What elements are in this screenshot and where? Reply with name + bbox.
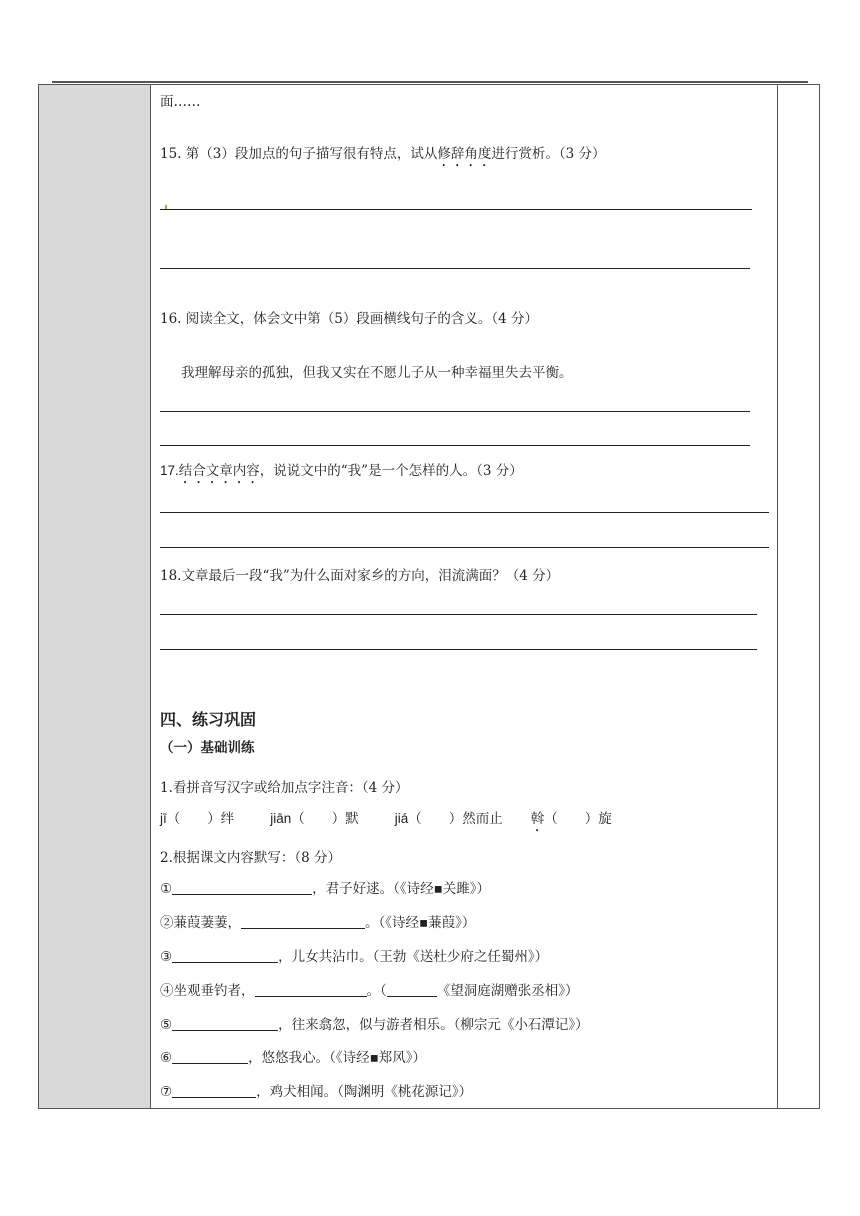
pinyin-item: jī [160, 811, 167, 826]
answer-line[interactable] [160, 547, 769, 548]
answer-line[interactable] [160, 649, 757, 650]
line-suffix: 。（《诗经▪蒹葭》） [365, 915, 476, 931]
line-prefix: ⑦ [160, 1084, 173, 1100]
line-suffix: 《望洞庭湖赠张丞相》） [436, 983, 579, 999]
answer-line[interactable] [160, 268, 750, 269]
q17-number: 17. [160, 463, 179, 478]
line-suffix: ，悠悠我心。（《诗经▪郑风》） [248, 1050, 427, 1066]
answer-line[interactable] [160, 614, 757, 615]
continuation-text: 面…… [160, 94, 201, 110]
line-prefix: ① [160, 881, 173, 897]
answer-line[interactable] [160, 445, 750, 446]
recite-line [160, 1016, 589, 1034]
line-suffix: ，往来翕忽，似与游者相乐。（柳宗元《小石潭记》） [278, 1017, 589, 1033]
pinyin-tail: 旋 [598, 811, 612, 827]
line-suffix: ，鸡犬相闻。（陶渊明《桃花源记》） [256, 1084, 473, 1100]
fill-blank[interactable] [172, 1049, 248, 1064]
recite-line [160, 880, 490, 898]
right-column-divider [777, 85, 778, 1108]
recite-line [160, 982, 579, 1000]
pinyin-item: jiān [270, 811, 292, 826]
fill-blank[interactable] [387, 982, 437, 997]
answer-line[interactable] [160, 209, 752, 210]
line-suffix: 。（ [366, 983, 387, 999]
answer-line[interactable] [160, 411, 750, 412]
recite-line [160, 914, 475, 932]
line-prefix: ③ [160, 949, 173, 965]
fill-blank[interactable] [241, 914, 365, 929]
section-title: 四、练习巩固 [160, 710, 257, 729]
paren-blank[interactable]: （ ） [544, 811, 599, 827]
question-15 [160, 145, 606, 170]
pinyin-item: jiá [394, 811, 409, 826]
fill-blank[interactable] [172, 880, 312, 895]
answer-line[interactable] [160, 512, 769, 513]
q17-dotted-text: 结合文章内容 [178, 463, 260, 479]
q16-quote: 我理解母亲的孤独，但我又实在不愿儿子从一种幸福里失去平衡。 [181, 365, 573, 381]
fill-blank[interactable] [172, 1016, 278, 1031]
line-prefix: ②蒹葭萋萋， [160, 915, 241, 931]
recite-line [160, 1083, 472, 1101]
question-18: 18.文章最后一段“我”为什么面对家乡的方向，泪流满面？（4 分） [160, 568, 560, 584]
paren-blank[interactable]: （ ） [408, 811, 463, 827]
recite-line [160, 948, 548, 966]
pinyin-tail: 默 [345, 811, 359, 827]
q15-dotted-text: 修辞角度 [437, 146, 492, 162]
paren-blank[interactable]: （ ） [166, 811, 221, 827]
page-header-rule [52, 81, 808, 83]
dotted-char: 斡 [530, 811, 545, 827]
fill-blank[interactable] [255, 982, 367, 997]
section-subtitle: （一）基础训练 [160, 740, 255, 756]
fill-blank[interactable] [172, 948, 278, 963]
pinyin-tail: 绊 [220, 811, 235, 827]
exercise-1-prompt: 1.看拼音写汉字或给加点字注音：（4 分） [160, 780, 409, 796]
q15-prefix: 15. 第（3）段加点的句子描写很有特点，试从 [160, 146, 438, 162]
fill-blank[interactable] [172, 1083, 256, 1098]
line-prefix: ④坐观垂钓者， [160, 983, 255, 999]
question-16: 16. 阅读全文，体会文中第（5）段画横线句子的含义。（4 分） [160, 311, 538, 327]
exercise-2-prompt: 2.根据课文内容默写：（8 分） [160, 850, 342, 866]
line-prefix: ⑤ [160, 1017, 173, 1033]
question-17 [160, 462, 523, 487]
line-suffix: ，儿女共沾巾。（王勃《送杜少府之任蜀州》） [278, 949, 549, 965]
line-suffix: ，君子好逑。（《诗经▪关雎》） [312, 881, 491, 897]
line-prefix: ⑥ [160, 1050, 173, 1066]
left-gray-column [39, 85, 151, 1108]
q17-suffix: ，说说文中的“我”是一个怎样的人。（3 分） [259, 463, 523, 479]
pinyin-row [160, 810, 612, 835]
recite-line [160, 1049, 426, 1067]
pinyin-tail: 然而止 [462, 811, 503, 827]
paren-blank[interactable]: （ ） [291, 811, 346, 827]
q15-suffix: 进行赏析。（3 分） [491, 146, 606, 162]
